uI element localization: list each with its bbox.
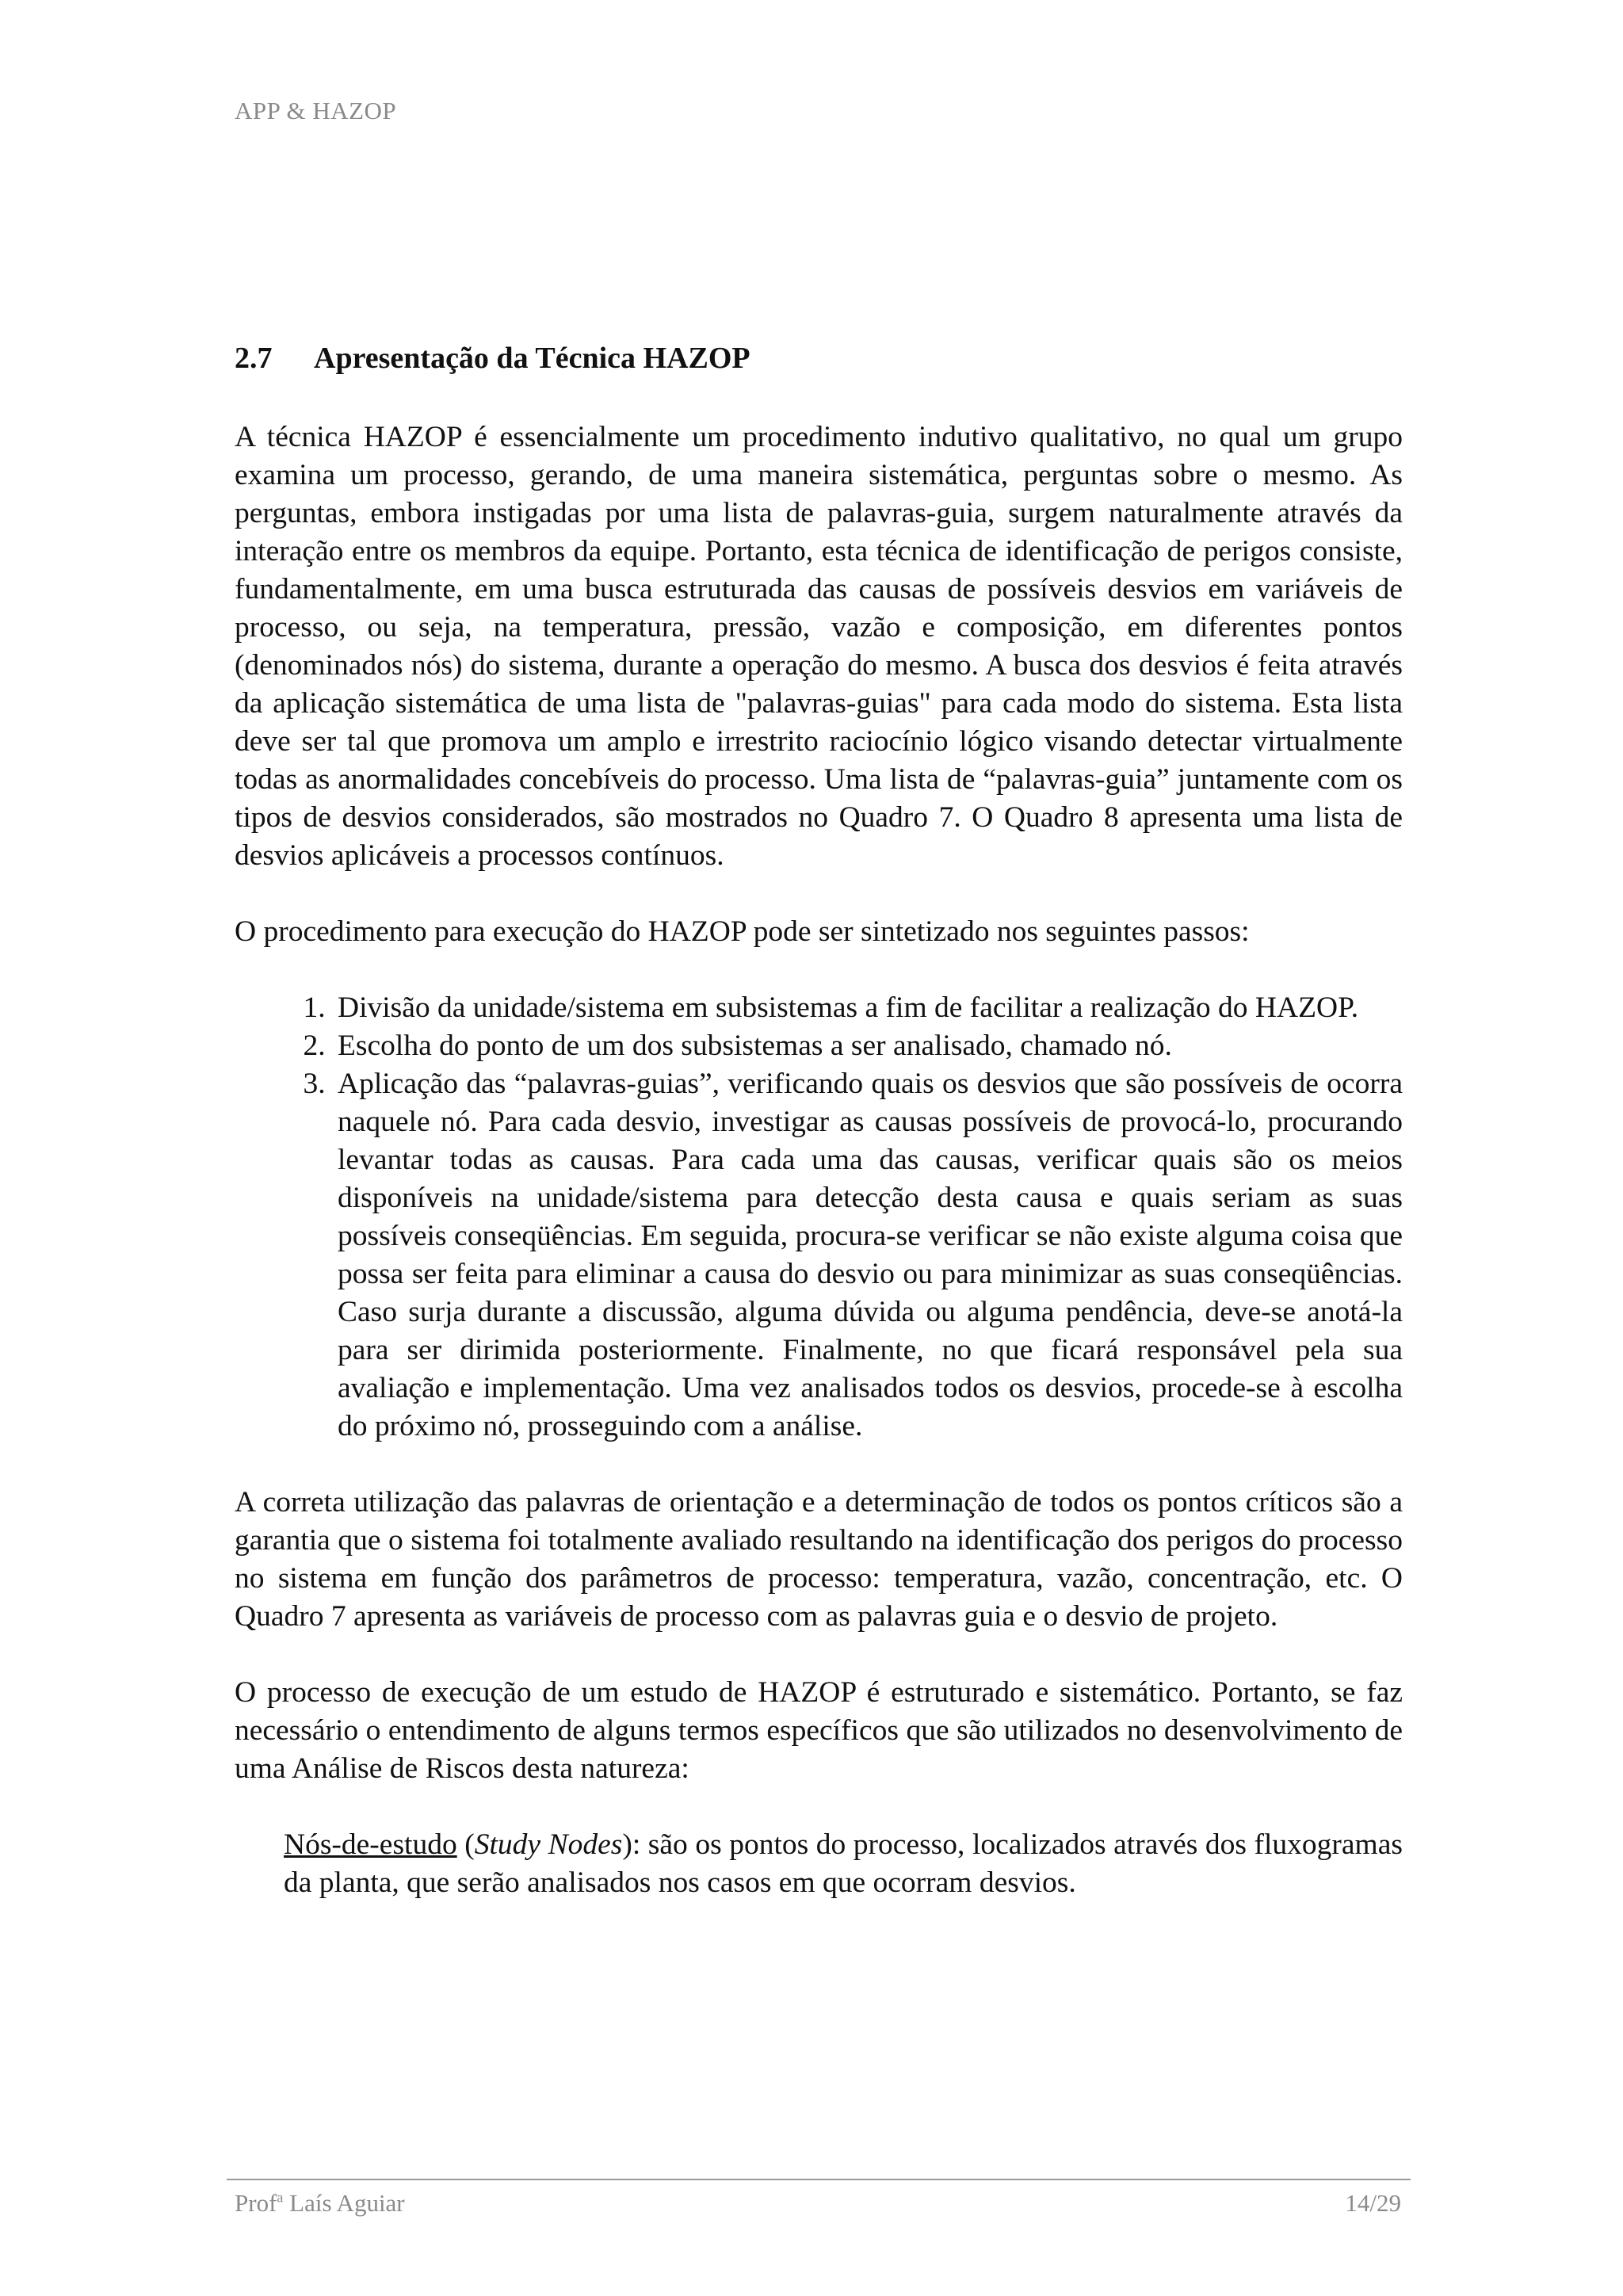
- section-heading: [235, 339, 1403, 377]
- page-content: [235, 339, 1403, 1940]
- section-number: 2.7: [235, 342, 273, 375]
- page-number: 14/29: [1345, 2189, 1401, 2217]
- definition-open-paren: (: [456, 1828, 475, 1861]
- footer-author: [235, 2189, 405, 2218]
- footer-author-prefix: Prof: [235, 2189, 277, 2217]
- list-item: 1. Divisão da unidade/sistema em subsistemas a fim de facilitar a realização do HAZOP.: [333, 989, 1403, 1027]
- definition-term: Nós-de-estudo: [284, 1828, 457, 1861]
- paragraph-procedure-intro: O procedimento para execução do HAZOP pode ser sintetizado nos seguintes passos:: [235, 915, 1250, 948]
- running-header: APP & HAZOP: [235, 97, 397, 124]
- definition-study-nodes: [284, 1826, 1403, 1902]
- paragraph-intro: A técnica HAZOP é essencialmente um procedimento indutivo qualitativo, no qual um grupo examina um processo, gerando, de uma maneira sistemática, perguntas sobre o mesmo. As perguntas, embora instigadas por uma lista de palavras-guia, surgem naturalmente através da interação entre os membros da equipe. Portanto, esta técnica de identificação de perigos consiste, fundamentalmente, em uma busca estruturada das causas de possíveis desvios em variáveis de processo, ou seja, na temperatura, pressão, vazão e composição, em diferentes pontos (denominados nós) do sistema, durante a operação do mesmo. A busca dos desvios é feita através da aplicação sistemática de uma lista de "palavras-guias" para cada modo do sistema. Esta lista deve ser tal que promova um amplo e irrestrito raciocínio lógico visando detectar virtualmente todas as anormalidades concebíveis do processo. Uma lista de “palavras-guia” juntamente com os tipos de desvios considerados, são mostrados no Quadro 7. O Quadro 8 apresenta uma lista de desvios aplicáveis a processos contínuos.: [235, 421, 1403, 872]
- list-item: 3. Aplicação das “palavras-guias”, verificando quais os desvios que são possíveis de ocorra naquele nó. Para cada desvio, investigar as causas possíveis de provocá-lo, procurando levantar todas as causas. Para cada uma das causas, verificar quais são os meios disponíveis na unidade/sistema para detecção desta causa e quais seriam as suas possíveis conseqüências. Em seguida, procura-se verificar se não existe alguma coisa que possa ser feita para eliminar a causa do desvio ou para minimizar as suas conseqüências. Caso surja durante a discussão, alguma dúvida ou alguma pendência, deve-se anotá-la para ser dirimida posteriormente. Finalmente, no que ficará responsável pela sua avaliação e implementação. Uma vez analisados todos os desvios, procede-se à escolha do próximo nó, prosseguindo com a análise.: [333, 1065, 1403, 1446]
- footer-divider: [227, 2179, 1411, 2180]
- paragraph-terms-intro: O processo de execução de um estudo de HAZOP é estruturado e sistemático. Portanto, se faz necessário o entendimento de alguns termos específicos que são utilizados no desenvolvimento de uma Análise de Riscos desta natureza:: [235, 1676, 1403, 1785]
- procedure-steps-list: [235, 989, 1403, 1446]
- definition-term-english: Study Nodes: [474, 1828, 623, 1861]
- section-title: Apresentação da Técnica HAZOP: [314, 342, 750, 375]
- footer-author-sup: a: [277, 2189, 284, 2206]
- footer-author-name: Laís Aguiar: [283, 2189, 405, 2217]
- list-item: 2. Escolha do ponto de um dos subsistemas a ser analisado, chamado nó.: [333, 1027, 1403, 1065]
- definition-text: ): são os pontos do processo, localizados através dos fluxogramas da planta, que serão analisados nos casos em que ocorram desvios.: [284, 1828, 1403, 1899]
- paragraph-guide-words: A correta utilização das palavras de orientação e a determinação de todos os pontos críticos são a garantia que o sistema foi totalmente avaliado resultando na identificação dos perigos do processo no sistema em função dos parâmetros de processo: temperatura, vazão, concentração, etc. O Quadro 7 apresenta as variáveis de processo com as palavras guia e o desvio de projeto.: [235, 1486, 1403, 1633]
